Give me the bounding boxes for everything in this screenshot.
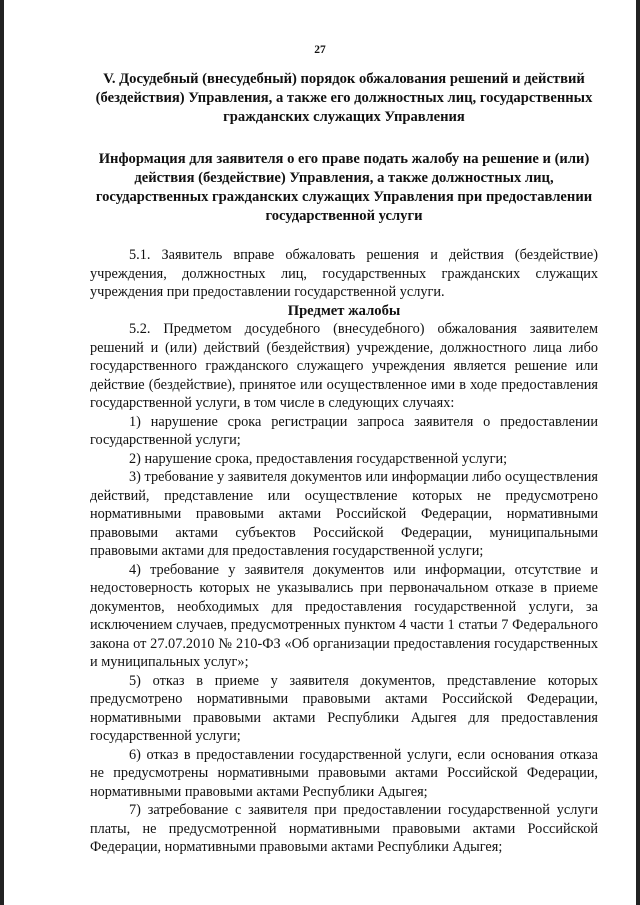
paragraph-5-2: 5.2. Предметом досудебного (внесудебного) обжалования заявителем решений и (или) действий (бездействия) учреждение, должностного лица либо государственного гражданского служащего учреждения является решение или действие (бездействие), принятое или осуществленное ими в ходе предоставления государственной услуги, в том числе в следующих случаях: xyxy=(90,321,598,411)
paragraph-5-1: 5.1. Заявитель вправе обжаловать решения и действия (бездействие) учреждения, должностных лиц, государственных гражданских служащих учреждения при предоставлении государственной услуги. xyxy=(90,247,598,300)
list-item-1: 1) нарушение срока регистрации запроса заявителя о предоставлении государственной услуги; xyxy=(90,413,598,448)
list-item-2: 2) нарушение срока, предоставления государственной услуги; xyxy=(129,450,508,467)
info-title: Информация для заявителя о его праве подать жалобу на решение и (или) действия (бездействие) Управления, а также должностных лиц, государственных гражданских служащих Управления при предоставлении государственной услуги xyxy=(95,151,593,224)
list-item-4: 4) требование у заявителя документов или информации, отсутствие и недостоверность которых не указывались при первоначальном отказе в приеме документов, необходимых для предоставления государственной услуги, за исключением случаев, предусмотренных пунктом 4 части 1 статьи 7 Федерального закона от 27.07.2010 № 210-ФЗ «Об организации предоставления государственных и муниципальных услуг»; xyxy=(90,561,598,670)
list-item-7: 7) затребование с заявителя при предоставлении государственной услуги платы, не предусмотренной нормативными правовыми актами Российской Федерации, нормативными правовыми актами Республики Адыгея; xyxy=(90,802,598,855)
list-item-6: 6) отказ в предоставлении государственной услуги, если основания отказа не предусмотрены нормативными правовыми актами Российской Федерации, нормативными правовыми актами Республики Адыгея; xyxy=(90,746,598,800)
document-body xyxy=(90,70,598,857)
scan-left-edge xyxy=(0,0,4,905)
list-item-5: 5) отказ в приеме у заявителя документов, представление которых предусмотрено нормативными правовыми актами Российской Федерации, нормативными правовыми актами Республики Адыгея для предоставления государственной услуги; xyxy=(90,672,598,744)
subject-heading: Предмет жалобы xyxy=(287,302,401,319)
section-title: V. Досудебный (внесудебный) порядок обжалования решений и действий (бездействия) Управления, а также его должностных лиц, государственных гражданских служащих Управления xyxy=(95,71,593,125)
page-number: 27 xyxy=(314,44,326,56)
list-item-3: 3) требование у заявителя документов или информации либо осуществления действий, представление или осуществление которых не предусмотрено нормативными правовыми актами Российской Федерации, нормативными правовыми актами субъектов Российской Федерации, муниципальными правовыми актами для предоставления государственной услуги; xyxy=(90,469,598,559)
scan-right-edge xyxy=(636,0,640,905)
